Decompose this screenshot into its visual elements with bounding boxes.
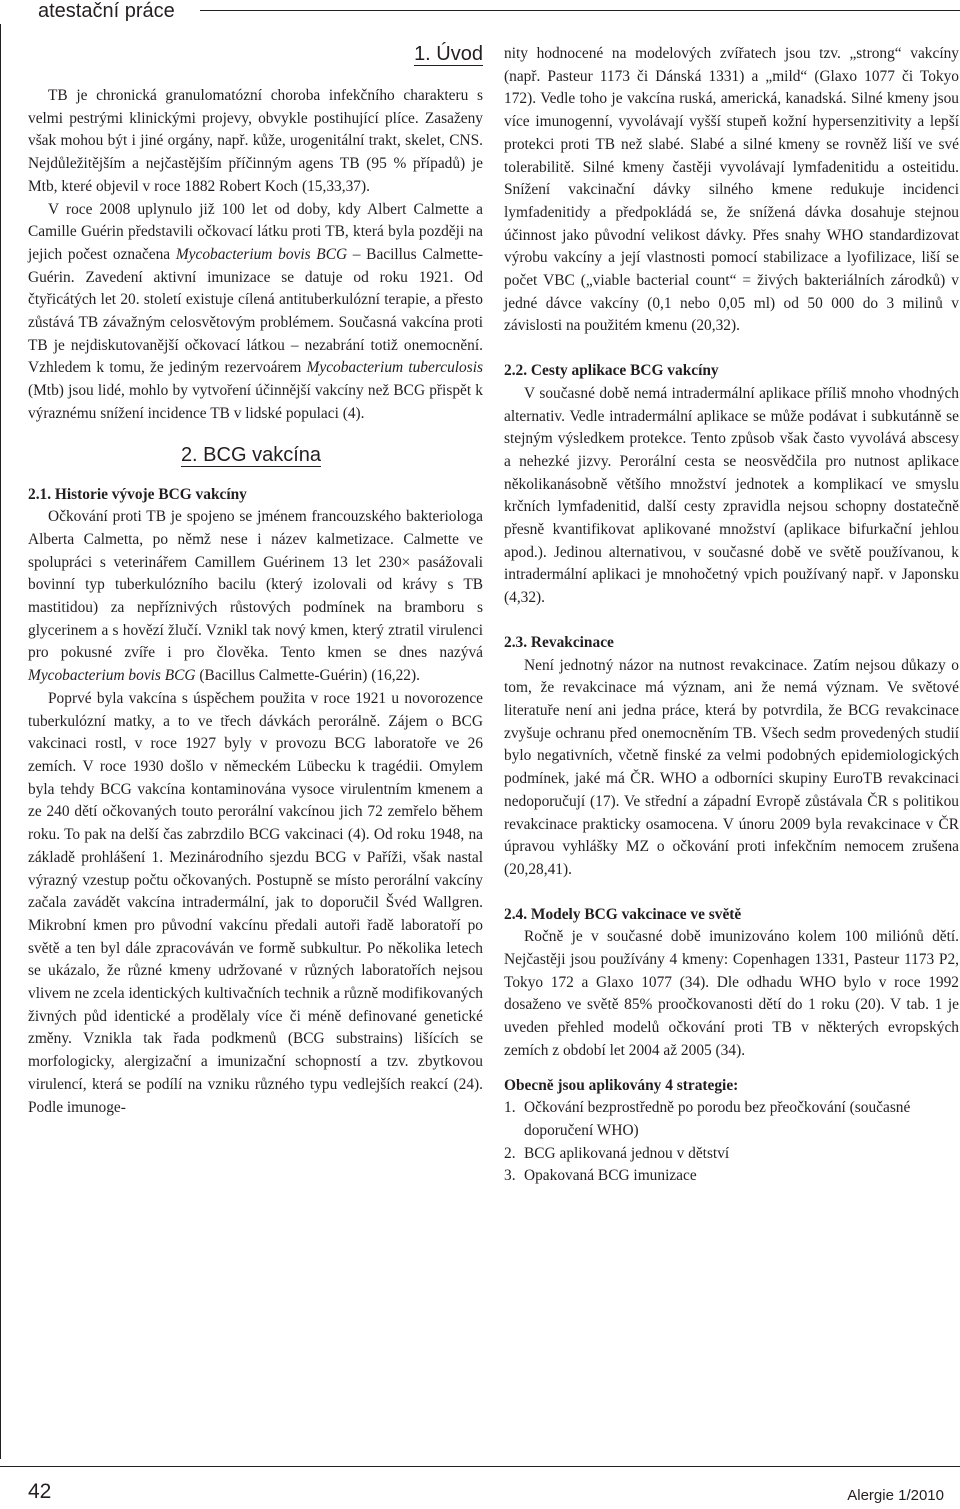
continued-paragraph: nity hodnocené na modelových zvířatech jsou tzv. „strong“ vakcíny (např. Pasteur 1173 či Dánská 1331) a „mild“ (Glaxo 1077 či Tokyo 172). Vedle toho je vakcína ruská, americká, kanadská. Silné kmeny jsou více imunogenní, vyvolávají vyšší stupeň kožní hypersenzitivity a lepší protekci proti TB než slabé. Slabé a silné kmeny se rovněž liší ve své tolerabilitě. Silné kmeny častěji vyvolávají lymfadenitidu a osteitidu. Snížení vakcinační dávky silného kmene redukuje incidenci lymfadenitidy a předpokládá se, že snížená dávka dosahuje stejnou účinnost jako původní velikost dávky. Přes snahy WHO standardizovat výrobu vakcíny a její vlastnosti pomocí stabilizace a lyofilizace, liší se počet VBC („viable bacterial count“ = živých bakteriálních zárodků) v jedné dávce vakcíny (0,1 nebo 0,05 ml) od 50 000 do 3 milinů v závislosti na použitém kmenu (20,32). (504, 45, 959, 335)
intro-paragraph-2: V roce 2008 uplynulo již 100 let od doby, kdy Albert Calmette a Camille Guérin představili očkovací látku proti TB, která byla později na jejich počest označena Mycobacterium bovis BCG – Bacillus Calmette-Guérin. Zavedení aktivní imunizace se datuje od roku 1921. Od čtyřicátých let 20. století existuje cílená antituberkulózní terapie, a přesto zůstává TB závažným celosvětovým problémem. Současná vakcína proti TB je nejdiskutovanější očkovací látkou – nezabrání totiž onemocnění. Vzhledem k tomu, že jediným rezervoárem Mycobacterium tuberculosis (Mtb) jsou lidé, mohlo by vytvoření účinnější vakcíny než BCG přispět k výraznému snížení incidence TB v lidské populaci (4). (28, 200, 483, 422)
section-2-2-paragraph: V současné době nemá intradermální aplikace příliš mnoho vhodných alternativ. Vedle intradermální aplikace se může podávat i subkutánně se stejným výsledkem protekce. Tento způsob však často vyvolává abscesy a nehezké jizvy. Perorální cesta se neosvědčila pro nutnost aplikace několikanásobně většího množství jednotek a komplikací ve smyslu krčních lymfadenitid, další cesty zpravidla nejsou schopny dostatečně přesně kvantifikovat aplikované množství (aplikace bifurkační jehlou apod.). Jedinou alternativou, v současné době ve světě používanou, k intradermální aplikaci je mnohočetný vpich používaný např. v Japonsku (4,32). (504, 384, 959, 607)
header-title: atestační práce (38, 0, 175, 22)
list-item: 2. BCG aplikovaná jednou v dětství (504, 1144, 730, 1162)
section-2-4-paragraph: Ročně je v současné době imunizováno kolem 100 miliónů dětí. Nejčastěji jsou používány 4 kmeny: Copenhagen 1331, Pasteur 1173 P2, Tokyo 172 a Glaxo 1077 (34). Dle odhadu WHO bylo v roce 1992 dosaženo ve světě 85% proočkovanosti dětí do 1 roku (20). V tab. 1 je uveden přehled modelů očkování proti TB v některých evropských zemích z období let 2004 až 2005 (34). (504, 928, 959, 1059)
list-item: 1. Očkování bezprostředně po porodu bez přeočkování (současné doporučení WHO) (504, 1099, 911, 1139)
section-2-1-paragraph-1: Očkování proti TB je spojeno se jménem francouzského bakteriologa Alberta Calmetta, po němž nese i název kalmetizace. Calmette ve spolupráci s veterinářem Camillem Guérinem 13 let 230× pasážovali bovinní typ tuberkulózního bacilu (který izolovali od krávy s TB mastitidou) za nepříznivých růstových podmínek na bramboru s glycerinem a s hovězí žlučí. Vznikl tak nový kmen, který ztratil virulenci pro pokusné zvíře i pro člověka. Tento kmen se dnes nazývá Mycobacterium bovis BCG (Bacillus Calmette-Guérin) (16,22). (28, 508, 483, 685)
strategies-heading: Obecně jsou aplikovány 4 strategie: (504, 1076, 739, 1094)
section-2-4-heading: 2.4. Modely BCG vakcinace ve světě (504, 905, 742, 923)
intro-paragraph-1: TB je chronická granulomatózní choroba infekčního charakteru s velmi pestrými klinickými projevy, obvykle postihující plíce. Zasaženy však mohou být i jiné orgány, např. kůže, urogenitální trakt, skelet, CNS. Nejdůležitějším a nejčastějším příčinným agens TB (95 % případů) je Mtb, které objevil v roce 1882 Robert Koch (15,33,37). (28, 87, 483, 195)
margin-rule (0, 24, 1, 1459)
list-item: 3. Opakovaná BCG imunizace (504, 1167, 697, 1185)
intro-heading: 1. Úvod (414, 43, 483, 65)
bcg-heading: 2. BCG vakcína (180, 443, 321, 466)
journal-issue: Alergie 1/2010 (847, 1487, 944, 1504)
left-column (28, 39, 483, 1119)
section-2-2-heading: 2.2. Cesty aplikace BCG vakcíny (504, 362, 719, 380)
page-number: 42 (28, 1480, 52, 1503)
right-column (504, 43, 959, 1188)
section-2-3-heading: 2.3. Revakcinace (504, 633, 614, 651)
section-2-3-paragraph: Není jednotný názor na nutnost revakcinace. Zatím nejsou důkazy o tom, že revakcinace má význam, ani že nemá význam. Ve světové literatuře není ani jedna práce, která by potvrdila, že BCG revakcinace zvyšuje ochranu před onemocněním TB. Všech sedm provedených studií bylo negativních, včetně finské za velmi podobných epidemiologických podmínek, jaké má ČR. WHO a odborníci skupiny EuroTB revakcinaci nedoporučují (17). Ve střední a západní Evropě zůstávala ČR s politikou revakcinace prakticky osamocena. V únoru 2009 byla revakcinace v ČR úpravou vyhlášky MZ o očkování proti infekčním nemocem zrušena (20,28,41). (504, 656, 959, 878)
section-2-1-paragraph-2: Poprvé byla vakcína s úspěchem použita v roce 1921 u novorozence tuberkulózní matky, a to ve třech dávkách perorálně. Zájem o BCG vakcinaci rostl, v roce 1927 byly v provozu BCG laboratoře ve 26 zemích. V roce 1930 došlo v německém Lübecku k tragédii. Omylem byla tehdy BCG vakcína kontaminována vysoce virulentním kmenem a ze 240 dětí očkovaných touto perorální vakcínou jich 72 zemřelo během roku. To pak na delší čas zabrzdilo BCG vakcinaci (4). Od roku 1948, na základě prohlášení 1. Mezinárodního sjezdu BCG v Paříži, však nastal výrazný vzestup počtu očkovaných. Postupně se místo perorální vakcíny začala zavádět vakcína intradermální, jak to doporučil Švéd Wallgren. Mikrobní kmen pro původní vakcínu předali autoři řadě laboratoří po světě a ten byl dále zpracováván ve formě subkultur. Po několika letech se ukázalo, že různé kmeny udržované v různých laboratořích nejsou vlivem ne zcela identických kultivačních technik a různě modifikovaných živných půd identické a prodělaly více či méně definované genetické změny. Vznikla tak řada podkmenů (BCG substrains) lišících se morfologicky, alergizační a imunizační schopností a tzv. zbytkovou virulencí, která se podílí na vzniku různého typu vedlejších reakcí (24). Podle imunoge- (28, 689, 483, 1116)
section-2-1-heading: 2.1. Historie vývoje BCG vakcíny (28, 485, 247, 503)
header-rule (200, 10, 960, 11)
strategies-list (504, 1097, 959, 1188)
footer-rule (0, 1466, 960, 1467)
